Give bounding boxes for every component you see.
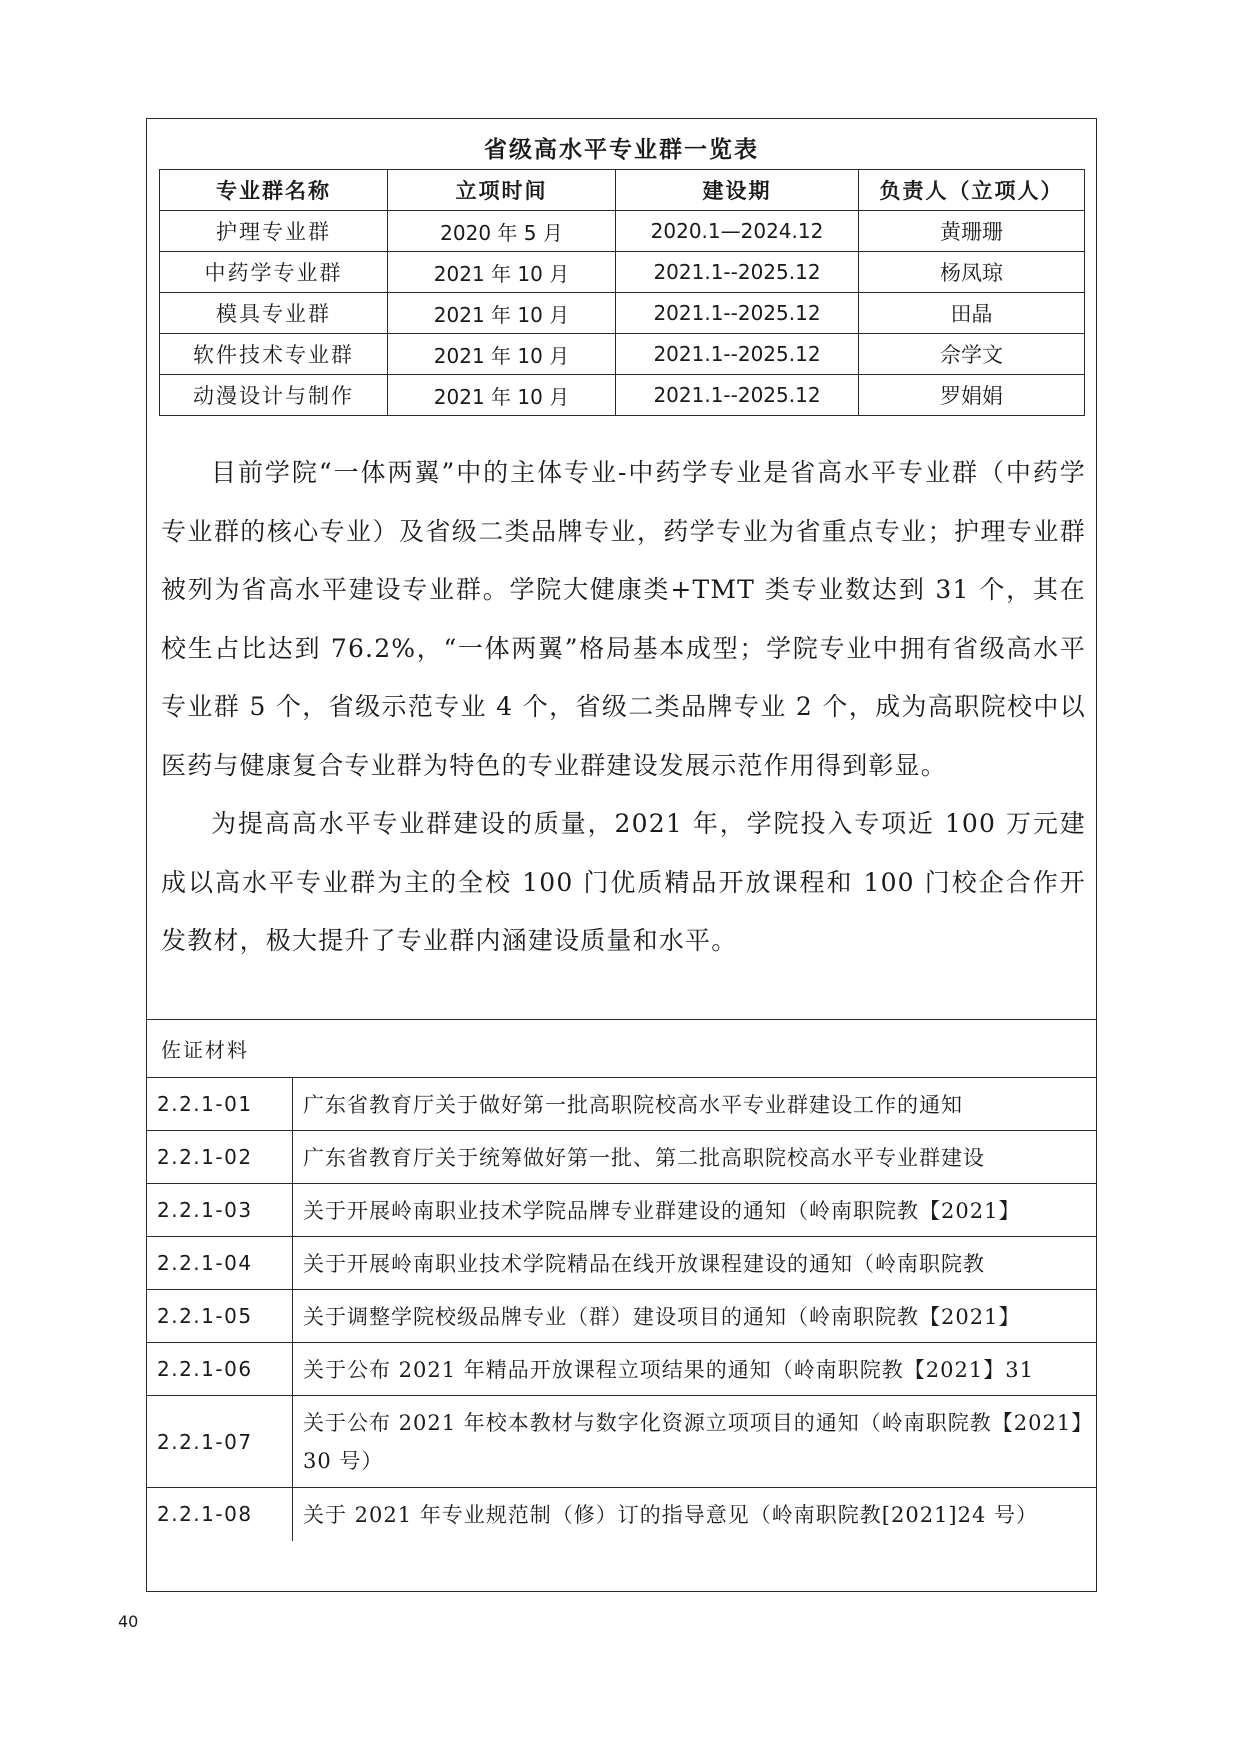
professional-groups-table — [159, 169, 1085, 416]
evidence-row — [147, 1488, 1096, 1541]
evidence-row — [147, 1343, 1096, 1396]
cell-person-in-charge: 罗娟娟 — [859, 375, 1085, 416]
header-person-in-charge: 负责人（立项人） — [859, 170, 1085, 211]
evidence-link[interactable]: 关于公布 2021 年校本教材与数字化资源立项项目的通知（岭南职院教【2021】30 号） — [293, 1396, 1097, 1488]
cell-construction-period: 2021.1--2025.12 — [616, 375, 859, 416]
cell-group-name: 模具专业群 — [160, 293, 388, 334]
cell-person-in-charge: 佘学文 — [859, 334, 1085, 375]
evidence-code: 2.2.1-07 — [147, 1396, 293, 1488]
evidence-code: 2.2.1-02 — [147, 1131, 293, 1184]
evidence-code: 2.2.1-08 — [147, 1488, 293, 1541]
cell-group-name: 软件技术专业群 — [160, 334, 388, 375]
cell-construction-period: 2021.1--2025.12 — [616, 293, 859, 334]
evidence-row — [147, 1184, 1096, 1237]
evidence-row — [147, 1078, 1096, 1131]
evidence-link[interactable]: 广东省教育厅关于做好第一批高职院校高水平专业群建设工作的通知 — [293, 1078, 1097, 1131]
table-row — [160, 334, 1085, 375]
cell-person-in-charge: 杨凤琼 — [859, 252, 1085, 293]
evidence-heading: 佐证材料 — [161, 1038, 249, 1062]
evidence-link[interactable]: 关于 2021 年专业规范制（修）订的指导意见（岭南职院教[2021]24 号） — [293, 1488, 1097, 1541]
header-group-name: 专业群名称 — [160, 170, 388, 211]
cell-person-in-charge: 黄珊珊 — [859, 211, 1085, 252]
content-frame — [146, 118, 1097, 1592]
table-row — [160, 375, 1085, 416]
cell-construction-period: 2020.1—2024.12 — [616, 211, 859, 252]
table-row — [160, 211, 1085, 252]
cell-construction-period: 2021.1--2025.12 — [616, 252, 859, 293]
evidence-heading-row — [147, 1019, 1096, 1077]
evidence-link[interactable]: 关于调整学院校级品牌专业（群）建设项目的通知（岭南职院教【2021】 — [293, 1290, 1097, 1343]
evidence-link[interactable]: 关于开展岭南职业技术学院精品在线开放课程建设的通知（岭南职院教 — [293, 1237, 1097, 1290]
cell-person-in-charge: 田晶 — [859, 293, 1085, 334]
evidence-code: 2.2.1-06 — [147, 1343, 293, 1396]
cell-approval-time: 2021 年 10 月 — [388, 252, 616, 293]
evidence-link[interactable]: 关于公布 2021 年精品开放课程立项结果的通知（岭南职院教【2021】31 — [293, 1343, 1097, 1396]
table-header-row — [160, 170, 1085, 211]
cell-construction-period: 2021.1--2025.12 — [616, 334, 859, 375]
cell-group-name: 中药学专业群 — [160, 252, 388, 293]
evidence-code: 2.2.1-05 — [147, 1290, 293, 1343]
header-construction-period: 建设期 — [616, 170, 859, 211]
evidence-row — [147, 1237, 1096, 1290]
table-row — [160, 293, 1085, 334]
page-number: 40 — [118, 1612, 139, 1631]
cell-approval-time: 2020 年 5 月 — [388, 211, 616, 252]
cell-approval-time: 2021 年 10 月 — [388, 334, 616, 375]
evidence-row — [147, 1290, 1096, 1343]
paragraph: 目前学院“一体两翼”中的主体专业-中药学专业是省高水平专业群（中药学专业群的核心专业）及省级二类品牌专业，药学专业为省重点专业；护理专业群被列为省高水平建设专业群。学院大健康类+TMT 类专业数达到 31 个，其在校生占比达到 76.2%，“一体两翼”格局基本成型；学院专业中拥有省级高水平专业群 5 个，省级示范专业 4 个，省级二类品牌专业 2 个，成为高职院校中以医药与健康复合专业群为特色的专业群建设发展示范作用得到彰显。 — [161, 458, 1086, 780]
table-row — [160, 252, 1085, 293]
paragraph: 为提高高水平专业群建设的质量，2021 年，学院投入专项近 100 万元建成以高水平专业群为主的全校 100 门优质精品开放课程和 100 门校企合作开发教材，极大提升了专业群内涵建设质量和水平。 — [161, 809, 1086, 955]
evidence-link[interactable]: 广东省教育厅关于统筹做好第一批、第二批高职院校高水平专业群建设 — [293, 1131, 1097, 1184]
evidence-row — [147, 1396, 1096, 1488]
evidence-row — [147, 1131, 1096, 1184]
evidence-code: 2.2.1-01 — [147, 1078, 293, 1131]
cell-group-name: 护理专业群 — [160, 211, 388, 252]
cell-approval-time: 2021 年 10 月 — [388, 293, 616, 334]
evidence-link[interactable]: 关于开展岭南职业技术学院品牌专业群建设的通知（岭南职院教【2021】 — [293, 1184, 1097, 1237]
cell-group-name: 动漫设计与制作 — [160, 375, 388, 416]
evidence-table — [147, 1077, 1096, 1541]
body-text — [161, 444, 1086, 971]
evidence-code: 2.2.1-04 — [147, 1237, 293, 1290]
cell-approval-time: 2021 年 10 月 — [388, 375, 616, 416]
evidence-code: 2.2.1-03 — [147, 1184, 293, 1237]
header-approval-time: 立项时间 — [388, 170, 616, 211]
table-title: 省级高水平专业群一览表 — [484, 136, 759, 163]
